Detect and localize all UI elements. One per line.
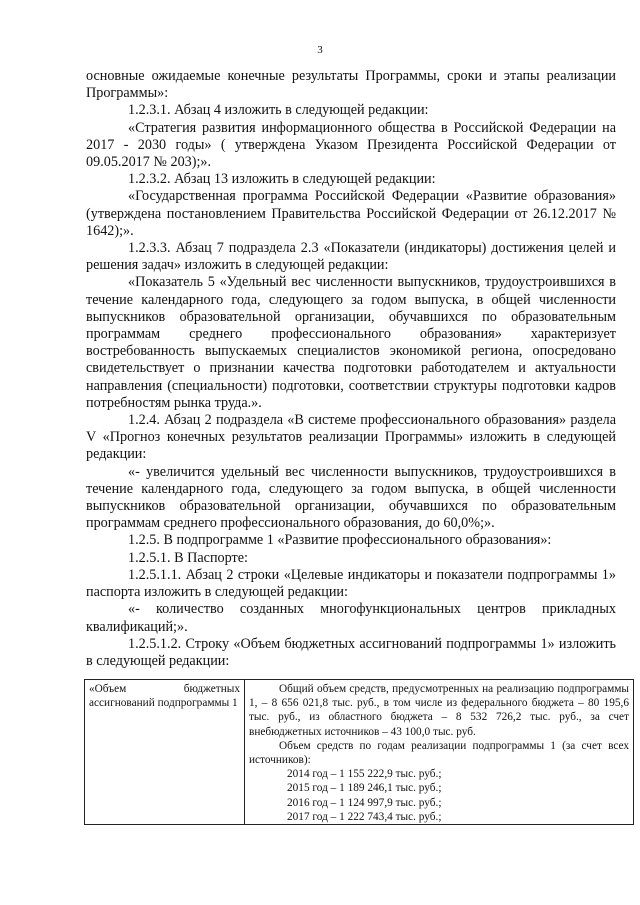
by-year-heading: Объем средств по годам реализации подпрограммы 1 (за счет всех источников): bbox=[249, 739, 629, 767]
page-number: 3 bbox=[317, 44, 323, 56]
year-line: 2015 год – 1 189 246,1 тыс. руб.; bbox=[287, 782, 442, 795]
paragraph-intro: основные ожидаемые конечные результаты Программы, сроки и этапы реализации Программы»: bbox=[86, 68, 616, 102]
year-line: 2017 год – 1 222 743,4 тыс. руб.; bbox=[287, 810, 442, 823]
paragraph-graduates-quote: «- увеличится удельный вес численности выпускников, трудоустроившихся в течение календарного года, следующего за годом выпуска, в общей численности выпускников образовательной организации, обучавшихся по образовательным программам среднего профессионального образования, до 60,0%;». bbox=[86, 463, 616, 532]
paragraph-strategy-quote: «Стратегия развития информационного общества в Российской Федерации на 2017 - 2030 годы» ( утверждена Указом Президента Российской Федерации от 09.05.2017 № 203);». bbox=[86, 119, 616, 171]
paragraph-1-2-3-3: 1.2.3.3. Абзац 7 подраздела 2.3 «Показатели (индикаторы) достижения целей и решения задач» изложить в следующей редакции: bbox=[86, 240, 616, 274]
budget-table bbox=[84, 679, 634, 825]
paragraph-1-2-5-1-1: 1.2.5.1.1. Абзац 2 строки «Целевые индикаторы и показатели подпрограммы 1» паспорта изложить в следующей редакции: bbox=[86, 566, 616, 601]
paragraph-1-2-3-2: 1.2.3.2. Абзац 13 изложить в следующей редакции: bbox=[128, 171, 436, 188]
paragraph-indicator-5-quote: «Показатель 5 «Удельный вес численности выпускников, трудоустроившихся в течение календарного года, следующего за годом выпуска, в общей численности выпускников образовательной организации, обучавшихся по образовательным программам среднего профессионального образования» характеризует востребованность выпускаемых специалистов экономикой региона, опосредовано свидетельствует о признании качества подготовки работодателем и актуальности направления (специальности) подготовки, соответствии структуры подготовки кадров потребностям рынка труда.». bbox=[86, 274, 616, 411]
table-row bbox=[85, 680, 634, 825]
document-body bbox=[86, 68, 616, 670]
year-line: 2014 год – 1 155 222,9 тыс. руб.; bbox=[287, 768, 442, 781]
table-label-cell: «Объем бюджетных ассигнований подпрограммы 1 bbox=[85, 680, 245, 825]
paragraph-1-2-5-1: 1.2.5.1. В Паспорте: bbox=[128, 549, 248, 566]
paragraph-centers-quote: «- количество созданных многофункциональных центров прикладных квалификаций;». bbox=[86, 601, 616, 635]
paragraph-1-2-5-1-2: 1.2.5.1.2. Строку «Объем бюджетных ассигнований подпрограммы 1» изложить в следующей редакции: bbox=[86, 635, 616, 669]
paragraph-gov-program-quote: «Государственная программа Российской Федерации «Развитие образования» (утверждена постановлением Правительства Российской Федерации от 26.12.2017 № 1642);». bbox=[86, 188, 616, 239]
total-funding-text: Общий объем средств, предусмотренных на реализацию подпрограммы 1, – 8 656 021,8 тыс. руб., в том числе из федерального бюджета – 80 195,6 тыс. руб., из областного бюджета – 8 532 726,2 тыс. руб., за счет внебюджетных источников – 43 100,0 тыс. руб. bbox=[249, 683, 629, 738]
paragraph-1-2-4: 1.2.4. Абзац 2 подраздела «В системе профессионального образования» раздела V «Прогноз конечных результатов реализации Программы» изложить в следующей редакции: bbox=[86, 412, 616, 463]
paragraph-1-2-5: 1.2.5. В подпрограмме 1 «Развитие профессионального образования»: bbox=[128, 532, 552, 549]
year-line: 2016 год – 1 124 997,9 тыс. руб.; bbox=[287, 796, 442, 809]
table-value-cell bbox=[245, 680, 634, 825]
paragraph-1-2-3-1: 1.2.3.1. Абзац 4 изложить в следующей редакции: bbox=[128, 102, 429, 119]
